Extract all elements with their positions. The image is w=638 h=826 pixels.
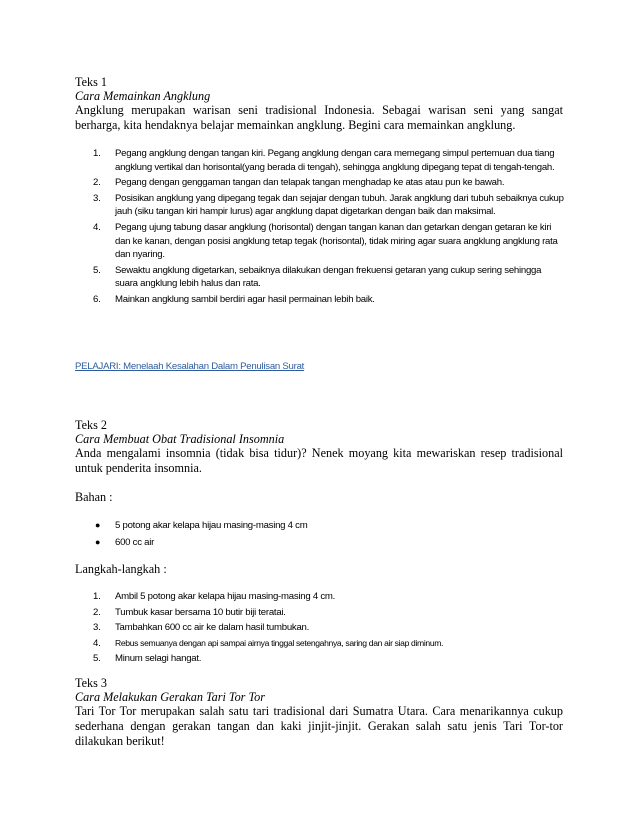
teks3-intro: Tari Tor Tor merupakan salah satu tari tradisional dari Sumatra Utara. Cara menarikannya cukup sederhana dengan gerakan tangan dan kaki jinjit-jinjit. Gerakan salah satu jenis Tari Tor-tor dilakukan berikut! [75,704,563,748]
teks1-title: Cara Memainkan Angklung [75,89,211,103]
list-item: 1. Ambil 5 potong akar kelapa hijau masing-masing 4 cm. [93,591,336,602]
teks2-title: Cara Membuat Obat Tradisional Insomnia [75,432,285,446]
pelajari-link[interactable]: PELAJARI: Menelaah Kesalahan Dalam Penulisan Surat [75,361,305,372]
list-item: 3. Posisikan angklung yang dipegang tegak dan sejajar dengan tubuh. Jarak angklung dari tubuh sebaiknya cukup jauh (siku tangan kiri hampir lurus) agar angklung dapat digetarkan dengan baik dan maksimal. [93,192,564,218]
list-item: 5. Sewaktu angklung digetarkan, sebaiknya dilakukan dengan frekuensi getaran yang cukup sering sehingga suara angklung lebih halus dan rata. [93,264,542,290]
list-item: 6. Mainkan angklung sambil berdiri agar hasil permainan lebih baik. [93,293,375,305]
list-item: 2. Tumbuk kasar bersama 10 butir biji teratai. [93,606,286,618]
list-item: 2. Pegang dengan genggaman tangan dan telapak tangan menghadap ke atas atau pun ke bawah. [93,177,505,189]
bahan-label: Bahan : [75,490,113,504]
bullet-icon: ● [95,520,101,530]
teks3-heading: Teks 3 [75,676,107,690]
list-item: 3. Tambahkan 600 cc air ke dalam hasil tumbukan. [93,622,310,634]
teks2-heading: Teks 2 [75,418,107,432]
list-item: ● 600 cc air [95,536,155,548]
teks1-steps-list [75,147,565,309]
list-item: 1. Pegang angklung dengan tangan kiri. Pegang angklung dengan cara memegang simpul pertemuan dua tiang angklung vertikal dan horisontal(yang berada di tengah), sehingga angklung dipegang tepat di tengah-tengah. [93,148,555,173]
list-item: 5. Minum selagi hangat. [93,653,202,665]
list-item: ● 5 potong akar kelapa hijau masing-masing 4 cm [95,520,308,531]
teks1-heading: Teks 1 [75,75,107,89]
bahan-list [75,519,565,552]
teks2-intro: Anda mengalami insomnia (tidak bisa tidur)? Nenek moyang kita mewariskan resep tradisional untuk penderita insomnia. [75,446,563,475]
langkah-label: Langkah-langkah : [75,562,167,576]
list-item: 4. Pegang ujung tabung dasar angklung (horisontal) dengan tangan kanan dan getarkan dengan getaran ke kiri dan ke kanan, dengan posisi angklung tetap tegak (horisontal), tidak miring agar suara angklung angklung rata dan nyaring. [93,221,558,261]
teks1-intro: Angklung merupakan warisan seni tradisional Indonesia. Sebagai warisan seni yang sangat berharga, kita hendaknya belajar memainkan angklung. Begini cara memainkan angklung. [75,103,563,132]
list-item: 4. Rebus semuanya dengan api sampai airnya tinggal setengahnya, saring dan air siap diminum. [93,637,444,649]
teks3-title: Cara Melakukan Gerakan Tari Tor Tor [75,690,265,704]
teks2-steps-list [75,590,565,668]
bullet-icon: ● [95,536,101,547]
